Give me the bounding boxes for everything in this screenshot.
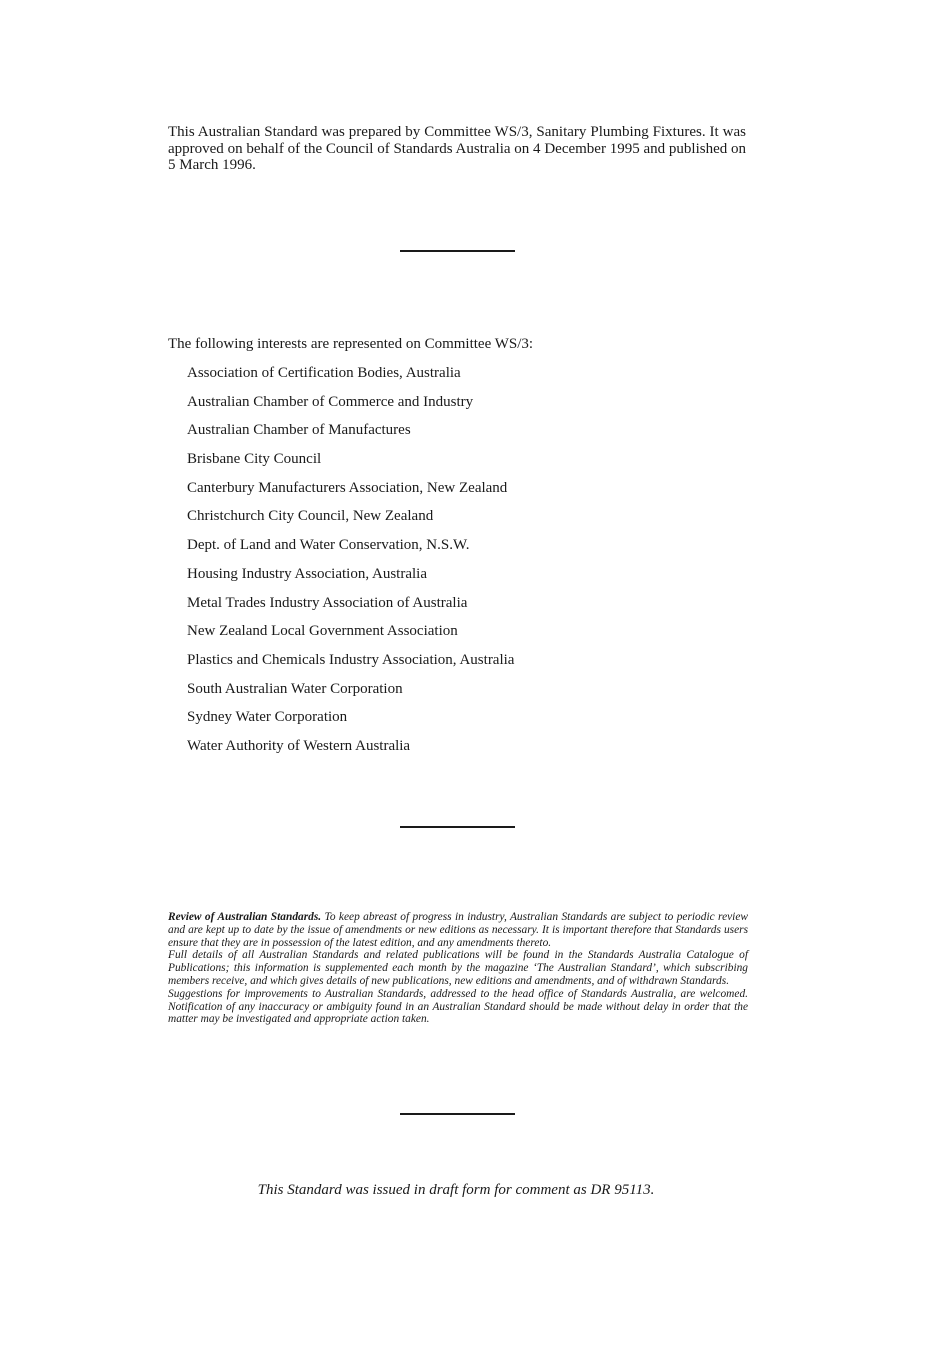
list-item: Australian Chamber of Commerce and Industry <box>187 393 474 410</box>
section-divider <box>400 826 515 828</box>
list-item: Plastics and Chemicals Industry Association, Australia <box>187 651 515 668</box>
review-paragraph <box>168 911 748 949</box>
section-divider <box>400 250 515 252</box>
list-item: Sydney Water Corporation <box>187 709 348 726</box>
committee-heading: The following interests are represented on Committee WS/3: <box>168 336 534 352</box>
list-item: Water Authority of Western Australia <box>187 737 411 754</box>
list-item: Metal Trades Industry Association of Australia <box>187 594 468 611</box>
review-text: To keep abreast of progress in industry, Australian Standards are subject to periodic review and are kept up to date by the issue of amendments or new editions as necessary. It is important therefore that Standards users ensure that they are in possession of the latest edition, and any amendments thereto. <box>168 911 749 949</box>
preparation-statement: This Australian Standard was prepared by Committee WS/3, Sanitary Plumbing Fixtures. It was approved on behalf of the Council of Standards Australia on 4 December 1995 and published on 5 March 1996. <box>168 124 746 173</box>
review-paragraph: Suggestions for improvements to Australian Standards, addressed to the head office of Standards Australia, are welcomed. Notification of any inaccuracy or ambiguity found in an Australian Standard should be made without delay in order that the matter may be investigated and appropriate action taken. <box>168 987 748 1026</box>
list-item: Dept. of Land and Water Conservation, N.S.W. <box>187 537 470 554</box>
list-item: Brisbane City Council <box>187 451 322 468</box>
review-notice <box>168 911 748 1026</box>
section-divider <box>400 1113 515 1115</box>
review-title: Review of Australian Standards. <box>168 911 322 923</box>
list-item: Canterbury Manufacturers Association, New Zealand <box>187 479 508 496</box>
list-item: Association of Certification Bodies, Australia <box>187 365 461 381</box>
list-item: New Zealand Local Government Association <box>187 623 458 640</box>
list-item: Christchurch City Council, New Zealand <box>187 508 434 525</box>
list-item: Housing Industry Association, Australia <box>187 565 427 582</box>
list-item: South Australian Water Corporation <box>187 680 403 697</box>
draft-note: This Standard was issued in draft form for comment as DR 95113. <box>257 1182 655 1198</box>
committee-member-list <box>187 364 514 766</box>
list-item: Australian Chamber of Manufactures <box>187 422 411 439</box>
review-paragraph: Full details of all Australian Standards and related publications will be found in the Standards Australia Catalogue of Publications; this information is supplemented each month by the magazine ‘The Australian Standard’, which subscribing members receive, and which gives details of new publications, new editions and amendments, and of withdrawn Standards. <box>168 949 748 987</box>
